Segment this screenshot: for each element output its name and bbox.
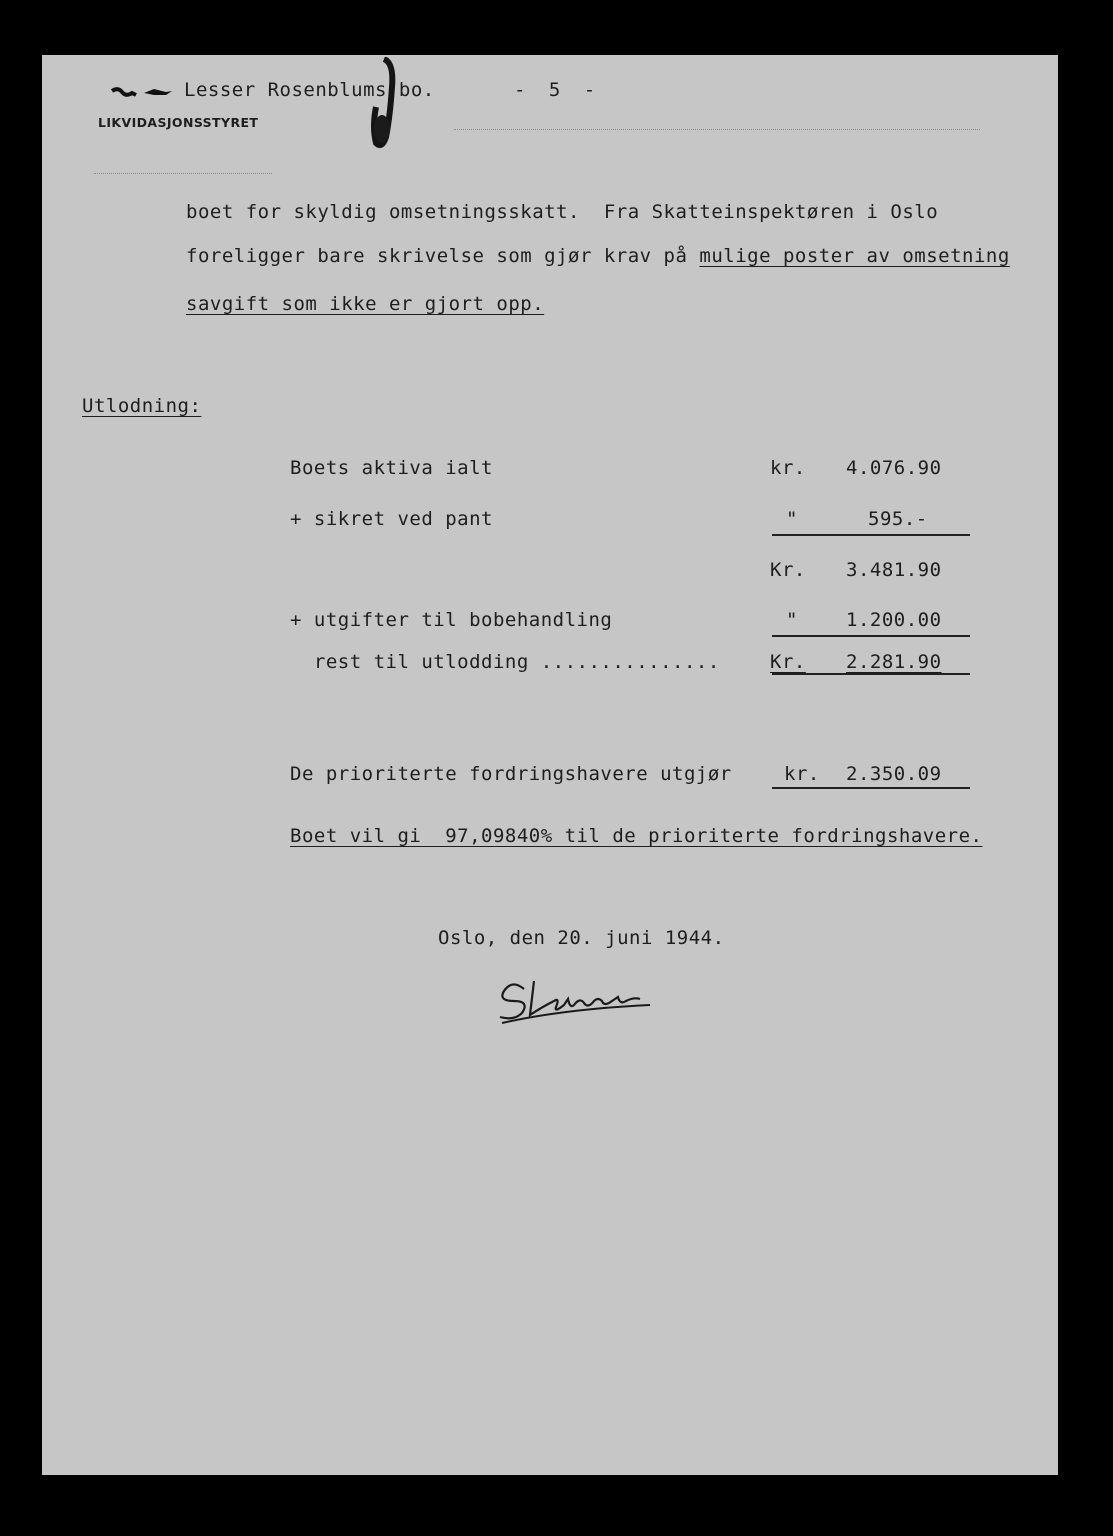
- document-page: [42, 55, 1058, 1475]
- conclusion-text: Boet vil gi 97,09840% til de prioriterte fordringshavere.: [290, 825, 983, 847]
- ledger-amount-1: 4.076.90: [846, 457, 942, 479]
- header-divider-right: [454, 129, 980, 130]
- ledger-label-1: Boets aktiva ialt: [290, 457, 493, 479]
- ledger-amount-4: 1.200.00: [846, 609, 942, 631]
- ledger-label-2: + sikret ved pant: [290, 508, 493, 530]
- ledger-amount-2: 595.-: [868, 508, 928, 530]
- signature-mark: [494, 971, 664, 1027]
- ledger-currency-5: Kr.: [770, 651, 806, 673]
- office-name: LIKVIDASJONSSTYRET: [98, 115, 259, 130]
- ledger-amount-5: 2.281.90: [846, 651, 942, 673]
- body-line-3: savgift som ikke er gjort opp.: [186, 293, 545, 315]
- body-line-2-text: foreligger bare skrivelse som gjør krav på: [186, 245, 700, 267]
- paper-clip-icon: [364, 57, 404, 151]
- ledger-amount-3: 3.481.90: [846, 559, 942, 581]
- ledger-currency-3: Kr.: [770, 559, 806, 581]
- page-number: - 5 -: [514, 79, 602, 101]
- ledger-underline-5: [772, 673, 970, 675]
- ledger-label-5: rest til utlodding ...............: [290, 651, 720, 673]
- creditors-amount: 2.350.09: [846, 763, 942, 785]
- ledger-currency-1: kr.: [770, 457, 806, 479]
- ledger-currency-4: ": [786, 609, 798, 631]
- creditors-label: De prioriterte fordringshavere utgjør: [290, 763, 732, 785]
- letterhead-mark-icon: [110, 83, 174, 103]
- ledger-underline-4: [772, 635, 970, 637]
- estate-name: Lesser Rosenblums bo.: [184, 79, 435, 101]
- creditors-currency: kr.: [784, 763, 820, 785]
- body-line-1: boet for skyldig omsetningsskatt. Fra Skatteinspektøren i Oslo: [186, 201, 939, 223]
- body-line-2-underlined: mulige poster av omsetning: [699, 245, 1010, 267]
- ledger-currency-2: ": [786, 508, 798, 530]
- creditors-underline: [772, 787, 970, 789]
- header-divider-left: [94, 173, 272, 174]
- ledger-label-4: + utgifter til bobehandling: [290, 609, 613, 631]
- body-line-2: [186, 245, 1010, 267]
- place-date: Oslo, den 20. juni 1944.: [438, 927, 725, 949]
- section-heading: Utlodning:: [82, 395, 202, 417]
- ledger-underline-2: [772, 534, 970, 536]
